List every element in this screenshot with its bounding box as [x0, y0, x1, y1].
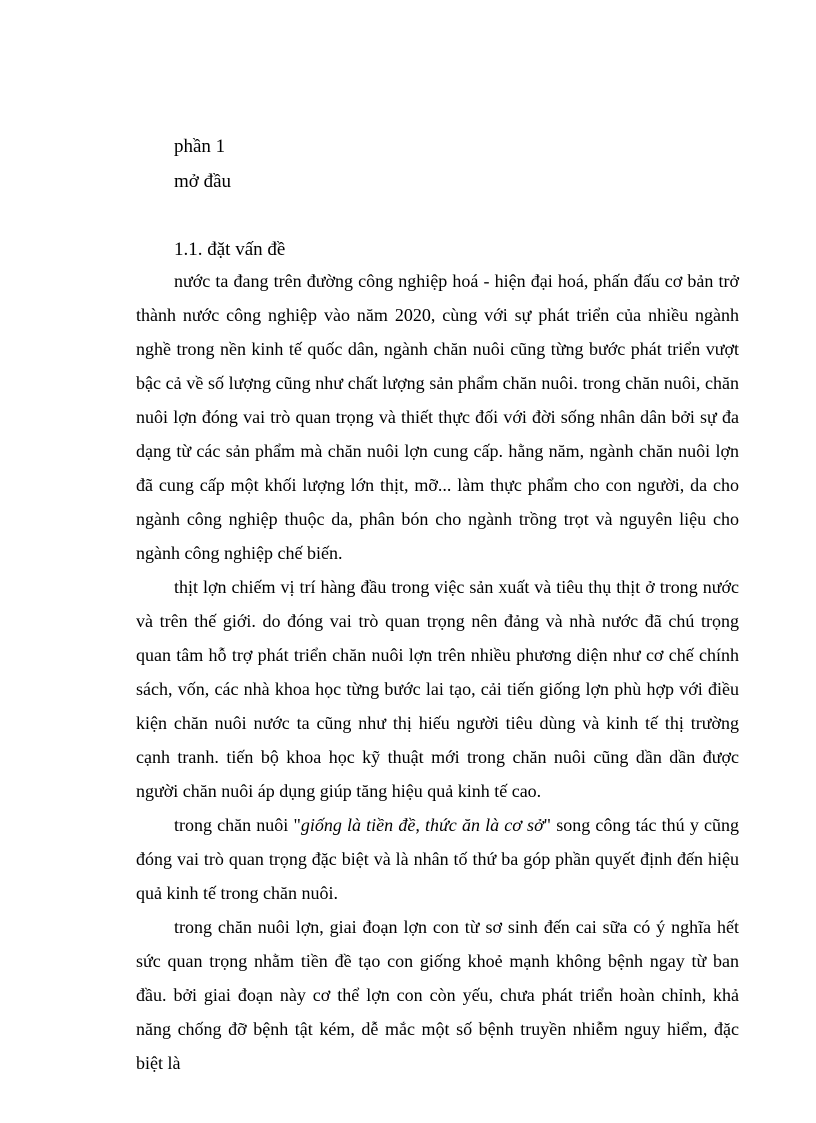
paragraph: thịt lợn chiếm vị trí hàng đầu trong việc sản xuất và tiêu thụ thịt ở trong nước và trên thế giới. do đóng vai trò quan trọng nên đảng và nhà nước đã chú trọng quan tâm hỗ trợ phát triển chăn nuôi lợn trên nhiều phương diện như cơ chế chính sách, vốn, các nhà khoa học từng bước lai tạo, cải tiến giống lợn phù hợp với điều kiện chăn nuôi nước ta cũng như thị hiếu người tiêu dùng và kinh tế thị trường cạnh tranh. tiến bộ khoa học kỹ thuật mới trong chăn nuôi cũng dần dần được người chăn nuôi áp dụng giúp tăng hiệu quả kinh tế cao.: [136, 577, 739, 801]
section-title: 1.1. đặt vấn đề: [174, 239, 286, 260]
part-title: phần 1: [174, 136, 226, 157]
intro-title: mở đầu: [174, 171, 232, 192]
paragraph-text: trong chăn nuôi ": [174, 815, 301, 835]
quoted-saying: giống là tiền đề, thức ăn là cơ sở: [300, 815, 544, 835]
paragraph: [136, 808, 739, 910]
body-text: [136, 264, 739, 1080]
paragraph-text: " song công tác thú y cũng đóng vai trò quan trọng đặc biệt và là nhân tố thứ ba góp phần quyết định đến hiệu quả kinh tế trong chăn nuôi.: [136, 815, 739, 903]
paragraph: trong chăn nuôi lợn, giai đoạn lợn con từ sơ sinh đến cai sữa có ý nghĩa hết sức quan trọng nhằm tiền đề tạo con giống khoẻ mạnh không bệnh ngay từ ban đầu. bởi giai đoạn này cơ thể lợn con còn yếu, chưa phát triển hoàn chỉnh, khả năng chống đỡ bệnh tật kém, dễ mắc một số bệnh truyền nhiễm nguy hiểm, đặc biệt là: [136, 917, 739, 1073]
paragraph: nước ta đang trên đường công nghiệp hoá - hiện đại hoá, phấn đấu cơ bản trở thành nước công nghiệp vào năm 2020, cùng với sự phát triển của nhiều ngành nghề trong nền kinh tế quốc dân, ngành chăn nuôi cũng từng bước phát triển vượt bậc cả về số lượng cũng như chất lượng sản phẩm chăn nuôi. trong chăn nuôi, chăn nuôi lợn đóng vai trò quan trọng và thiết thực đối với đời sống nhân dân bởi sự đa dạng từ các sản phẩm mà chăn nuôi lợn cung cấp. hằng năm, ngành chăn nuôi lợn đã cung cấp một khối lượng lớn thịt, mỡ... làm thực phẩm cho con người, da cho ngành công nghiệp thuộc da, phân bón cho ngành trồng trọt và nguyên liệu cho ngành công nghiệp chế biến.: [136, 271, 739, 563]
